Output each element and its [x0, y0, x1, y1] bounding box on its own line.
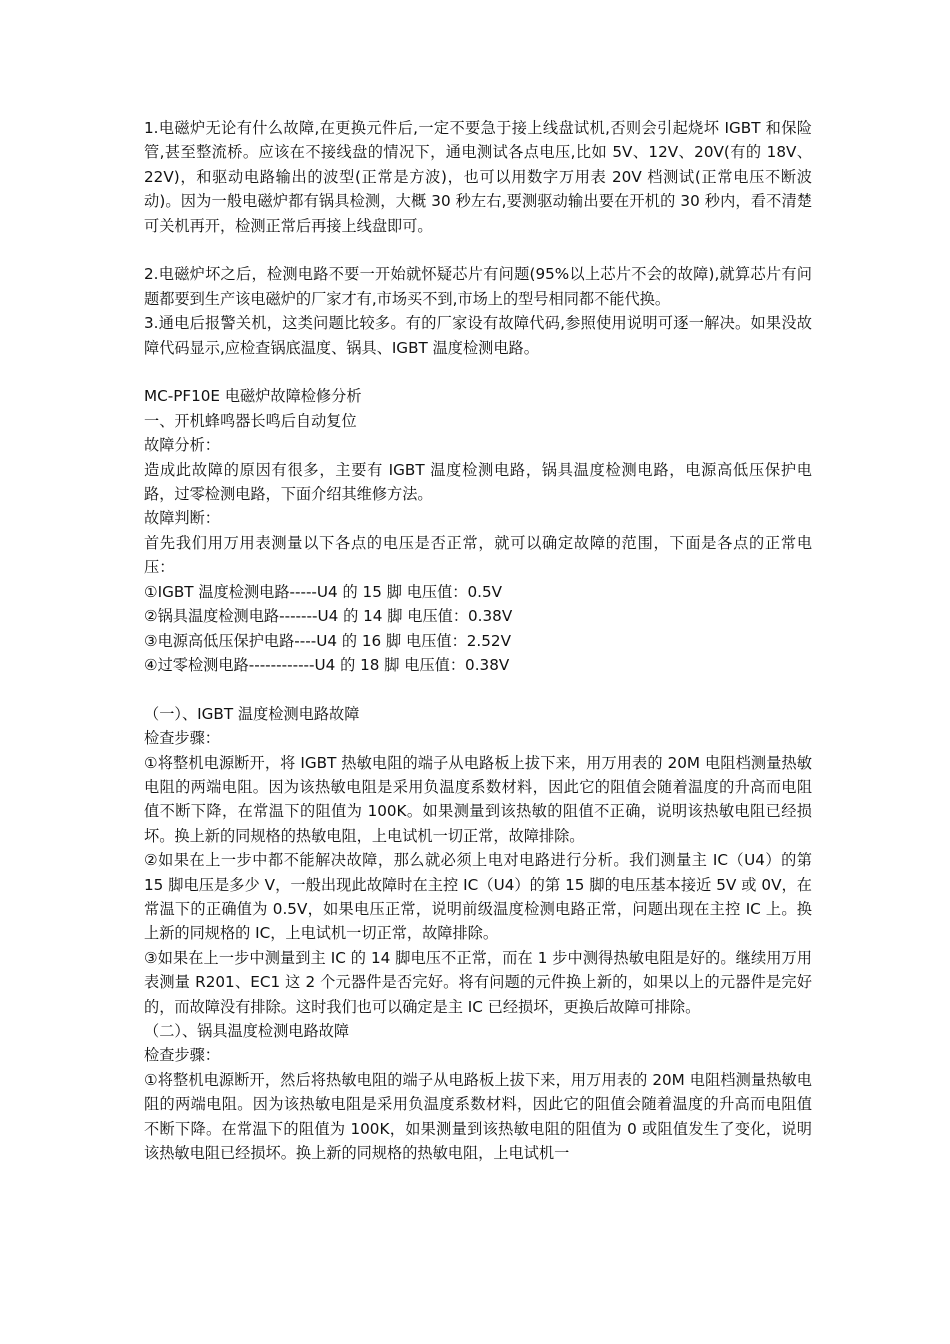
analysis-text: 造成此故障的原因有很多，主要有 IGBT 温度检测电路，锅具温度检测电路，电源高低压保护电路，过零检测电路，下面介绍其维修方法。 [144, 460, 812, 504]
voltage-point: ④过零检测电路------------U4 的 18 脚 电压值：0.38V [144, 655, 510, 674]
section1-steps-label: 检查步骤： [144, 729, 220, 748]
analysis-title: MC-PF10E 电磁炉故障检修分析 [144, 387, 362, 406]
voltage-point: ②锅具温度检测电路-------U4 的 14 脚 电压值：0.38V [144, 607, 513, 626]
voltage-point: ①IGBT 温度检测电路-----U4 的 15 脚 电压值：0.5V [144, 582, 502, 601]
judge-label: 故障判断： [144, 509, 220, 528]
fault-heading: 一、开机蜂鸣器长鸣后自动复位 [144, 411, 357, 430]
spacer [144, 360, 812, 384]
section2-steps-label: 检查步骤： [144, 1046, 220, 1065]
section1-step-2: ②如果在上一步中都不能解决故障，那么就必须上电对电路进行分析。我们测量主 IC（U4）的第 15 脚电压是多少 V，一般出现此故障时在主控 IC（U4）的第 15 脚的电压基本接近 5V 或 0V，在常温下的正确值为 0.5V，如果电压正常，说明前级温度检测电路正常，问题出现在主控 IC 上。换上新的同规格的 IC，上电试机一切正常，故障排除。 [144, 851, 812, 943]
analysis-label: 故障分析： [144, 436, 220, 455]
section2-title: （二）、锅具温度检测电路故障 [144, 1021, 350, 1040]
spacer [144, 677, 812, 701]
section1-title: （一）、IGBT 温度检测电路故障 [144, 704, 360, 723]
section1-step-1: ①将整机电源断开，将 IGBT 热敏电阻的端子从电路板上拔下来，用万用表的 20M 电阻档测量热敏电阻的两端电阻。因为该热敏电阻是采用负温度系数材料，因此它的阻值会随着温度的升高而电阻值不断下降，在常温下的阻值为 100K。如果测量到该热敏的阻值不正确，说明该热敏电阻已经损坏。换上新的同规格的热敏电阻，上电试机一切正常，故障排除。 [144, 753, 812, 845]
spacer [144, 238, 812, 262]
intro-paragraph-3: 3.通电后报警关机，这类问题比较多。有的厂家设有故障代码,参照使用说明可逐一解决。如果没故障代码显示,应检查锅底温度、锅具、IGBT 温度检测电路。 [144, 314, 812, 357]
section1-step-3: ③如果在上一步中测量到主 IC 的 14 脚电压不正常，而在 1 步中测得热敏电阻是好的。继续用万用表测量 R201、EC1 这 2 个元器件是否完好。将有问题的元件换上新的，如果以上的元器件是完好的，而故障没有排除。这时我们也可以确定是主 IC 已经损坏，更换后故障可排除。 [144, 948, 812, 1016]
voltage-point: ③电源高低压保护电路----U4 的 16 脚 电压值：2.52V [144, 631, 511, 650]
section2-step-1: ①将整机电源断开，然后将热敏电阻的端子从电路板上拔下来，用万用表的 20M 电阻档测量热敏电阻的两端电阻。因为该热敏电阻是采用负温度系数材料，因此它的阻值会随着温度的升高而电阻值不断下降。在常温下的阻值为 100K，如果测量到该热敏电阻的阻值为 0 或阻值发生了变化，说明该热敏电阻已经损坏。换上新的同规格的热敏电阻，上电试机一 [144, 1070, 812, 1163]
document-body [144, 116, 812, 1165]
intro-paragraph-2: 2.电磁炉坏之后，检测电路不要一开始就怀疑芯片有问题(95%以上芯片不会的故障),就算芯片有问题都要到生产该电磁炉的厂家才有,市场买不到,市场上的型号相同都不能代换。 [144, 265, 812, 308]
intro-paragraph-1: 1.电磁炉无论有什么故障,在更换元件后,一定不要急于接上线盘试机,否则会引起烧坏 IGBT 和保险管,甚至整流桥。应该在不接线盘的情况下，通电测试各点电压,比如 5V、12V、20V(有的 18V、22V)，和驱动电路输出的波型(正常是方波)，也可以用数字万用表 20V 档测试(正常电压不断波动)。因为一般电磁炉都有锅具检测，大概 30 秒左右,要测驱动输出要在开机的 30 秒内，看不清楚可关机再开，检测正常后再接上线盘即可。 [144, 119, 812, 235]
judge-text: 首先我们用万用表测量以下各点的电压是否正常，就可以确定故障的范围，下面是各点的正常电压： [144, 533, 812, 577]
